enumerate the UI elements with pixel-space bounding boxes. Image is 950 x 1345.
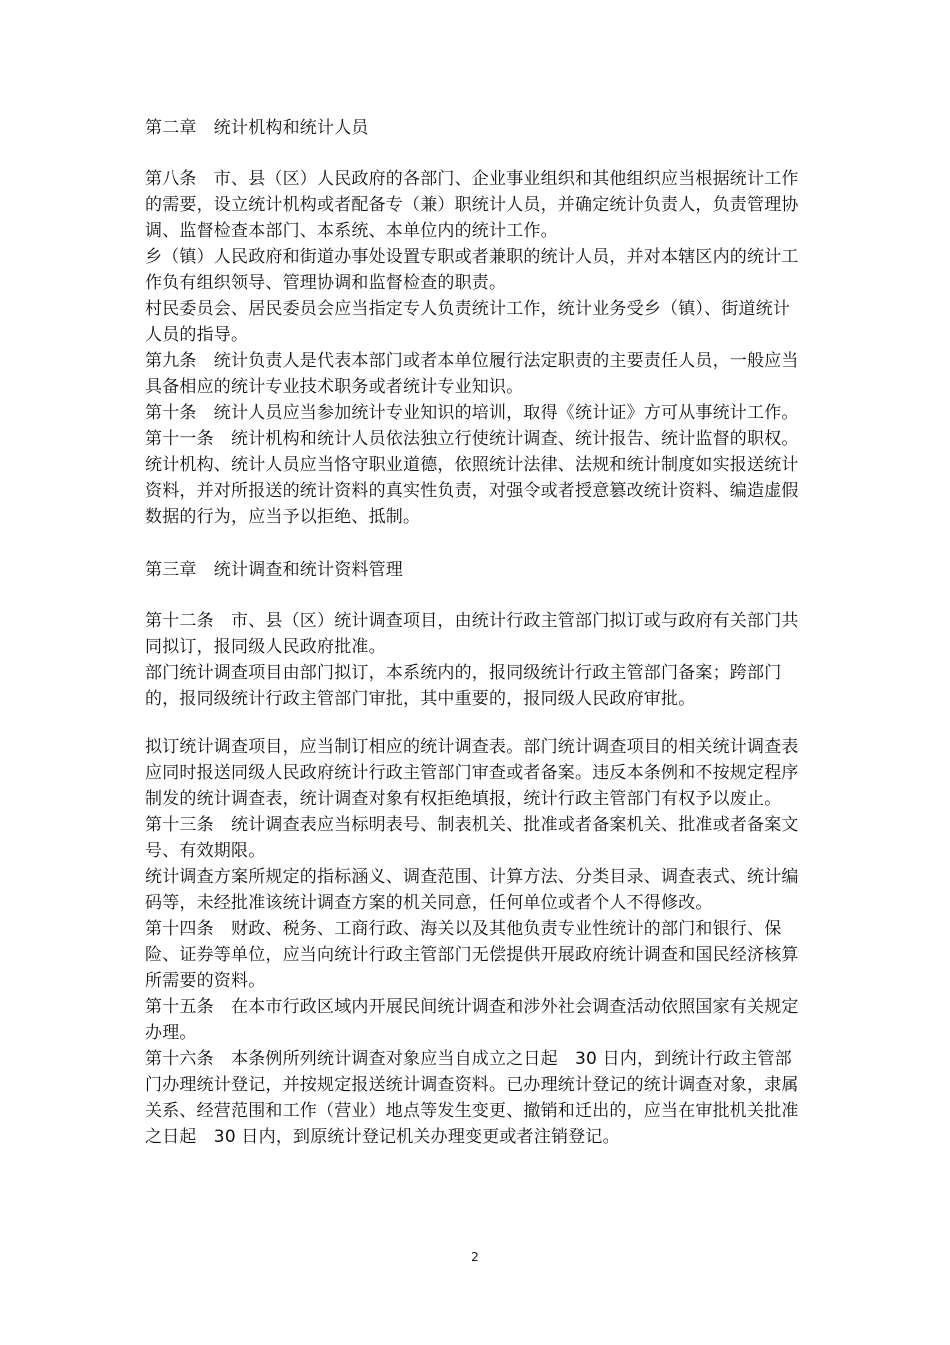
article-13-scheme-paragraph: 统计调查方案所规定的指标涵义、调查范围、计算方法、分类目录、调查表式、统计编码等，未经批准该统计调查方案的机关同意，任何单位或者个人不得修改。	[145, 867, 799, 913]
chapter-2-heading: 第二章 统计机构和统计人员	[145, 118, 369, 138]
article-12-department-paragraph: 部门统计调查项目由部门拟订，本系统内的，报同级统计行政主管部门备案；跨部门的，报同级统计行政主管部门审批，其中重要的，报同级人民政府审批。	[145, 663, 782, 709]
paragraph-gap	[145, 712, 805, 734]
article-15-paragraph: 第十五条 在本市行政区域内开展民间统计调查和涉外社会调查活动依照国家有关规定办理。	[145, 997, 799, 1043]
article-14-paragraph: 第十四条 财政、税务、工商行政、海关以及其他负责专业性统计的部门和银行、保险、证券等单位，应当向统计行政主管部门无偿提供开展政府统计调查和国民经济核算所需要的资料。	[145, 919, 799, 991]
page-content	[145, 115, 805, 1150]
article-8-paragraph: 第八条 市、县（区）人民政府的各部门、企业事业组织和其他组织应当根据统计工作的需要，设立统计机构或者配备专（兼）职统计人员，并确定统计负责人，负责管理协调、监督检查本部门、本系统、本单位内的统计工作。	[145, 169, 799, 241]
article-11-paragraph: 第十一条 统计机构和统计人员依法独立行使统计调查、统计报告、统计监督的职权。	[145, 429, 799, 449]
article-11-ethics-paragraph: 统计机构、统计人员应当恪守职业道德，依照统计法律、法规和统计制度如实报送统计资料，并对所报送的统计资料的真实性负责，对强令或者授意篡改统计资料、编造虚假数据的行为，应当予以拒绝、抵制。	[145, 455, 799, 527]
article-12-survey-form-paragraph: 拟订统计调查项目，应当制订相应的统计调查表。部门统计调查项目的相关统计调查表应同时报送同级人民政府统计行政主管部门审查或者备案。违反本条例和不按规定程序制发的统计调查表，统计调查对象有权拒绝填报，统计行政主管部门有权予以废止。	[145, 737, 799, 809]
article-13-paragraph: 第十三条 统计调查表应当标明表号、制表机关、批准或者备案机关、批准或者备案文号、有效期限。	[145, 815, 799, 861]
chapter-3-heading: 第三章 统计调查和统计资料管理	[145, 560, 403, 580]
article-9-paragraph: 第九条 统计负责人是代表本部门或者本单位履行法定职责的主要责任人员，一般应当具备相应的统计专业技术职务或者统计专业知识。	[145, 351, 799, 397]
page-number: 2	[471, 1250, 479, 1264]
article-10-paragraph: 第十条 统计人员应当参加统计专业知识的培训，取得《统计证》方可从事统计工作。	[145, 403, 799, 423]
article-8-township-paragraph: 乡（镇）人民政府和街道办事处设置专职或者兼职的统计人员，并对本辖区内的统计工作负有组织领导、管理协调和监督检查的职责。	[145, 247, 799, 293]
article-16-paragraph: 第十六条 本条例所列统计调查对象应当自成立之日起 30 日内，到统计行政主管部门办理统计登记，并按规定报送统计调查资料。已办理统计登记的统计调查对象，隶属关系、经营范围和工作（营业）地点等发生变更、撤销和迁出的，应当在审批机关批准之日起 30 日内，到原统计登记机关办理变更或者注销登记。	[145, 1049, 799, 1147]
article-8-committee-paragraph: 村民委员会、居民委员会应当指定专人负责统计工作，统计业务受乡（镇）、街道统计人员的指导。	[145, 299, 791, 345]
article-12-paragraph: 第十二条 市、县（区）统计调查项目，由统计行政主管部门拟订或与政府有关部门共同拟订，报同级人民政府批准。	[145, 611, 799, 657]
